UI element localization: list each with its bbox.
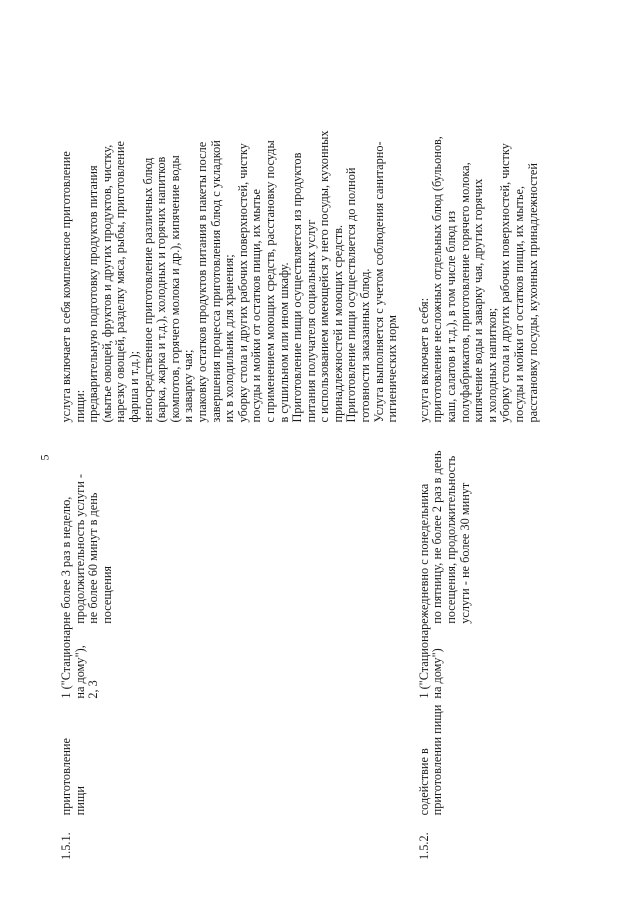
service-description-line: посуды и мойки от остатков пищи, их мытье, xyxy=(512,185,526,423)
service-frequency-line: по пятницу, не более 2 раз в день xyxy=(430,450,445,624)
service-description-line: посуды и мойки от остатков пищи, их мытье xyxy=(249,189,264,423)
service-description-line: каш, салатов и т.д.), в том числе блюд из xyxy=(444,211,459,423)
service-description-line: (компотов, горячего молока и др.), кипячение воды xyxy=(167,155,182,423)
service-description-line: упаковку остатков продуктов питания в пакеты после xyxy=(194,141,209,423)
service-description-line: пищи: xyxy=(72,389,87,423)
service-description-line: полуфабрикатов, приготовление горячего молока, xyxy=(457,162,472,423)
service-description xyxy=(60,30,418,423)
table-row xyxy=(60,30,418,860)
service-form-line: 2, 3 xyxy=(86,680,101,699)
services-table-rotated xyxy=(60,30,620,860)
service-frequency-line: не более 3 раз в неделю, xyxy=(59,496,73,624)
service-description-line: (варка, жарка и т.д.), холодных и горячих напитков xyxy=(154,156,169,423)
service-name xyxy=(60,699,418,816)
service-description-line: услуга включает в себя комплексное приготовление xyxy=(59,151,73,423)
service-description-line: принадлежностей и моющих средств. xyxy=(330,224,345,423)
service-form-line: на дому"), xyxy=(72,645,87,699)
service-name-line: пищи xyxy=(72,786,87,816)
service-form-line: 1 ("Стационар xyxy=(59,623,73,699)
service-description-line: и холодных напитков; xyxy=(484,307,499,423)
service-name xyxy=(418,699,540,816)
service-description-line: и заварку чая; xyxy=(181,349,196,423)
service-description-line: в сушильном или ином шкафу. xyxy=(276,262,291,423)
service-description xyxy=(418,30,540,423)
service-form-line: 1 ("Стационар xyxy=(416,623,431,699)
service-frequency-line: посещения xyxy=(99,565,114,624)
service-name-line: содействие в xyxy=(416,748,431,816)
service-description-line: с применением моющих средств, расстановку посуды xyxy=(262,140,277,423)
service-frequency-line: посещения, продолжительность xyxy=(444,455,459,624)
service-description-line: готовности заказанных блюд. xyxy=(358,268,373,423)
service-frequency-line: не более 60 минут в день xyxy=(86,492,101,624)
service-description-line: (мытье овощей, фруктов и других продуктов, чистку, xyxy=(99,144,114,423)
service-description-line: завершения процесса приготовления блюд с укладкой xyxy=(208,140,223,423)
service-description-line: гигиенических норм xyxy=(385,314,400,423)
service-number: 1.5.1. xyxy=(59,832,73,860)
service-description-line: питания получателя социальных услуг xyxy=(303,219,318,423)
service-description-line: фарша и т.д.); xyxy=(126,350,141,423)
services-table-body xyxy=(60,30,540,860)
service-description-line: нарезку овощей, разделку мяса, рыбы, приготовление xyxy=(113,141,128,423)
service-description-line: уборку стола и других рабочих поверхностей, чистку xyxy=(498,143,513,423)
service-description-line: предварительную подготовку продуктов питания xyxy=(86,165,101,423)
service-frequency xyxy=(60,423,418,624)
service-frequency-line: ежедневно с понедельника xyxy=(416,483,431,624)
service-form xyxy=(60,624,418,699)
service-name-line: приготовление xyxy=(59,738,73,816)
service-description-line: Приготовление пищи осуществляется из продуктов xyxy=(290,152,305,423)
service-frequency-line: продолжительность услуги - xyxy=(72,473,87,624)
service-description-line: Приготовление пищи осуществляется до полной xyxy=(344,167,359,423)
table-row xyxy=(418,30,540,860)
service-form xyxy=(418,624,540,699)
service-form-line: на дому") xyxy=(430,648,445,699)
service-description-line: услуга включает в себя: xyxy=(416,297,431,423)
service-description-line: приготовление несложных отдельных блюд (бульонов, xyxy=(430,136,445,423)
service-frequency xyxy=(418,423,540,624)
service-description-line: кипячение воды и заварку чая, других горячих xyxy=(471,178,486,423)
service-description-line: расстановку посуды, кухонных принадлежностей xyxy=(525,163,540,423)
service-number: 1.5.2. xyxy=(416,832,431,860)
page-number: 5 xyxy=(37,454,52,461)
service-frequency-line: услуги - не более 30 минут xyxy=(457,482,472,624)
service-description-line: с использованием имеющейся у него посуды, кухонных xyxy=(317,130,332,423)
service-description-line: Услуга выполняется с учетом соблюдения санитарно- xyxy=(371,141,386,423)
service-name-line: приготовлении пищи xyxy=(430,704,445,816)
service-description-line: непосредственное приготовление различных блюд xyxy=(140,157,155,423)
services-table xyxy=(60,30,540,860)
service-description-line: их в холодильник для хранения; xyxy=(222,254,237,423)
service-description-line: уборку стола и других рабочих поверхностей, чистку xyxy=(235,143,250,423)
